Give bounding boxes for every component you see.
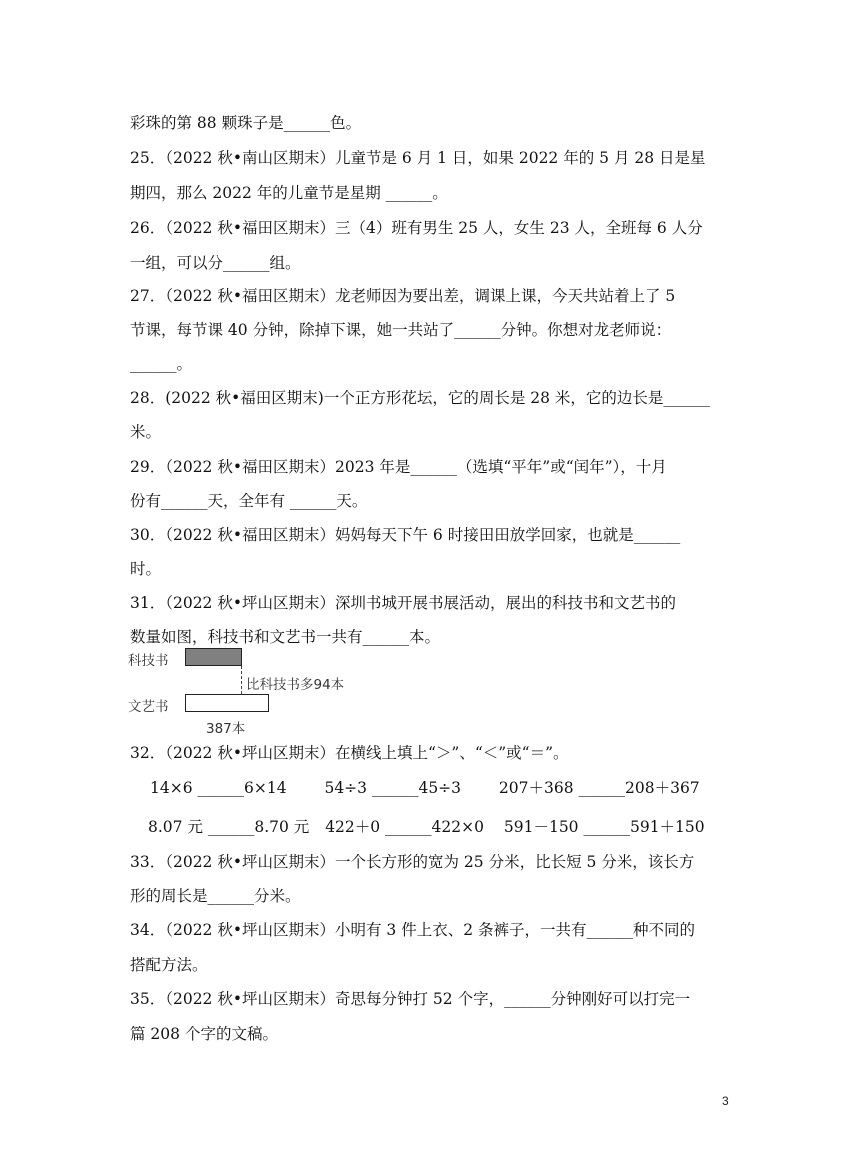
difference-dashed-line xyxy=(241,666,242,694)
literature-books-value: 387本 xyxy=(206,721,246,737)
label-literature-books: 文艺书 xyxy=(128,699,169,715)
question-32-row-1 xyxy=(150,778,700,798)
comparison-item: 54÷3 ______45÷3 xyxy=(324,779,462,797)
question-33-line-1: 33．（2022 秋•坪山区期末）一个长方形的宽为 25 分米，比长短 5 分米，该长方 xyxy=(130,853,695,871)
question-35-line-2: 篇 208 个字的文稿。 xyxy=(130,1025,278,1043)
question-28-line-2: 米。 xyxy=(130,423,162,441)
question-27-line-1: 27．（2022 秋•福田区期末）龙老师因为要出差，调课上课，今天共站着上了 5 xyxy=(130,287,676,305)
question-29-line-2: 份有______天，全年有 ______天。 xyxy=(130,492,368,510)
question-28-line-1: 28．(2022 秋•福田区期末)一个正方形花坛，它的周长是 28 米，它的边长是______ xyxy=(130,389,710,407)
question-31-line-2: 数量如图，科技书和文艺书一共有______本。 xyxy=(130,628,441,646)
question-30-line-2: 时。 xyxy=(130,560,162,578)
question-35-line-1: 35．（2022 秋•坪山区期末）奇思每分钟打 52 个字，______分钟刚好可以打完一 xyxy=(130,990,691,1008)
label-science-books: 科技书 xyxy=(128,653,169,669)
text-line: 彩珠的第 88 颗珠子是______色。 xyxy=(130,114,362,132)
difference-note: 比科技书多94本 xyxy=(246,677,345,693)
question-31-line-1: 31．（2022 秋•坪山区期末）深圳书城开展书展活动，展出的科技书和文艺书的 xyxy=(130,594,676,612)
science-books-bar xyxy=(185,648,242,666)
question-34-line-2: 搭配方法。 xyxy=(130,956,208,974)
question-32-row-2 xyxy=(148,817,705,837)
question-33-line-2: 形的周长是______分米。 xyxy=(130,887,301,905)
question-27-line-3: ______。 xyxy=(130,355,193,373)
question-29-line-1: 29．（2022 秋•福田区期末）2023 年是______（选填“平年”或“闰年”），十月 xyxy=(130,458,667,476)
question-30-line-1: 30．（2022 秋•福田区期末）妈妈每天下午 6 时接田田放学回家，也就是______ xyxy=(130,526,681,544)
comparison-item: 207＋368 ______208＋367 xyxy=(498,779,700,797)
comparison-item: 14×6 ______6×14 xyxy=(150,779,287,797)
question-32-title: 32．（2022 秋•坪山区期末）在横线上填上“＞”、“＜”或“＝”。 xyxy=(130,744,569,762)
comparison-item: 591－150 ______591＋150 xyxy=(503,818,705,836)
question-25-line-1: 25．（2022 秋•南山区期末）儿童节是 6 月 1 日，如果 2022 年的 5 月 28 日是星 xyxy=(130,149,706,167)
question-27-line-2: 节课，每节课 40 分钟，除掉下课，她一共站了______分钟。你想对龙老师说： xyxy=(130,321,672,339)
question-25-line-2: 期四，那么 2022 年的儿童节是星期 ______。 xyxy=(130,184,448,202)
comparison-item: 422＋0 ______422×0 xyxy=(325,818,484,836)
question-26-line-2: 一组，可以分______组。 xyxy=(130,254,301,272)
literature-books-bar xyxy=(185,694,269,712)
question-26-line-1: 26．（2022 秋•福田区期末）三（4）班有男生 25 人，女生 23 人，全班每 6 人分 xyxy=(130,219,703,237)
page-number: 3 xyxy=(722,1094,729,1108)
question-34-line-1: 34．（2022 秋•坪山区期末）小明有 3 件上衣、2 条裤子，一共有______种不同的 xyxy=(130,921,695,939)
book-bar-diagram xyxy=(128,646,388,738)
comparison-item: 8.07 元 ______8.70 元 xyxy=(148,818,310,836)
